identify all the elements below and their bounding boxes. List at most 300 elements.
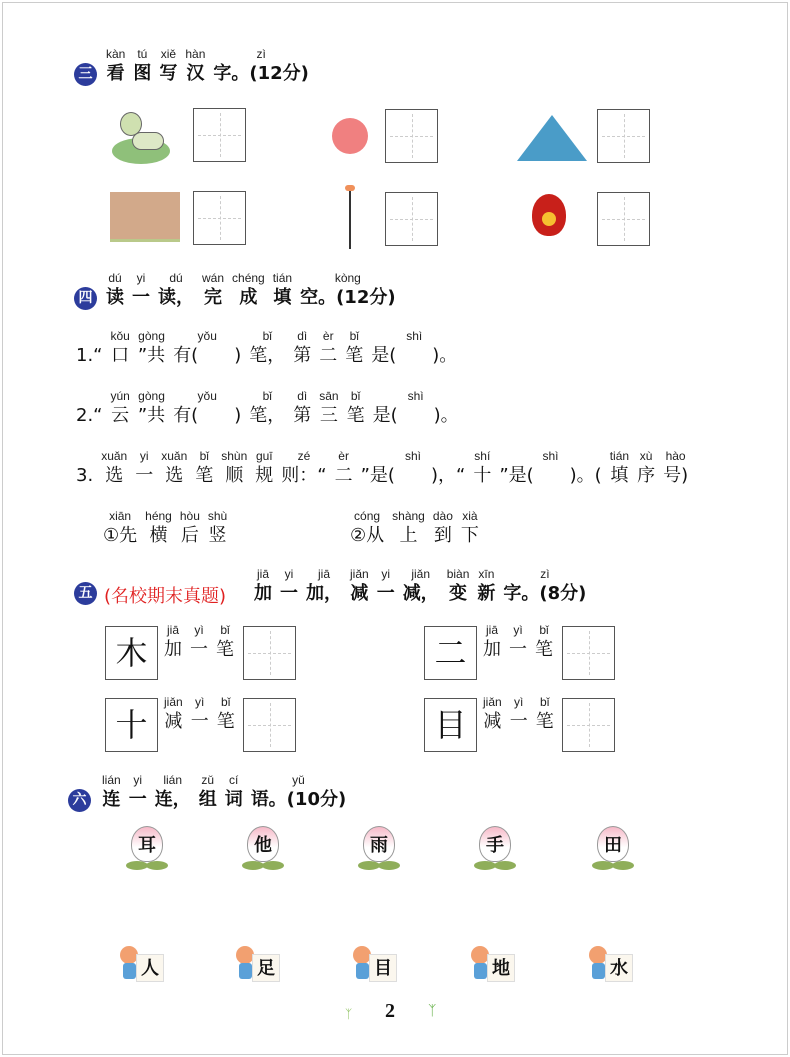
pinyin: tú [137,47,148,61]
pinyin: bǐ [262,329,272,343]
char-with-pinyin [164,622,182,662]
char-with-pinyin [106,270,124,310]
hanzi: 笔 [195,465,214,486]
pinyin: èr [338,449,349,463]
pinyin: shùn [221,449,248,463]
section-6-title [102,772,354,812]
option-1 [103,508,235,548]
given-char-box: 二 [424,626,477,680]
exam-tag: (名校期末真题) [104,586,227,607]
kid-char-card[interactable] [589,946,649,986]
char-with-pinyin [111,328,130,368]
pinyin: bǐ [262,389,272,403]
char-with-pinyin [249,328,285,368]
hanzi: 减 [350,583,369,604]
char-with-pinyin [76,388,103,428]
char-with-pinyin [536,694,554,734]
char-with-pinyin [185,46,205,86]
pinyin: dú [169,271,183,285]
answer-box[interactable] [597,192,650,246]
char-with-pinyin [208,508,227,548]
pinyin: jiā [256,567,269,581]
peach-char-card[interactable] [242,826,284,870]
hanzi: 加， [306,583,342,604]
pinyin: shàng [392,509,425,523]
peach-char: 田 [604,835,622,856]
char-with-pinyin [133,46,151,86]
hanzi: 成 [239,287,258,308]
field-picture [110,192,180,242]
char-with-pinyin [173,388,241,428]
hanzi: 上 [399,525,418,546]
char-with-pinyin [306,566,342,606]
char-with-pinyin [510,694,528,734]
char-with-pinyin [319,328,337,368]
char-with-pinyin [300,270,396,310]
pinyin: yi [133,773,143,787]
caterpillar-picture [112,108,172,166]
pinyin: zì [540,567,550,581]
hanzi: 序 [637,465,656,486]
char-with-pinyin [138,328,165,368]
section-badge-5: 五 [74,582,97,605]
char-with-pinyin [190,622,208,662]
section-badge-3: 三 [74,63,97,86]
char-with-pinyin [373,388,459,428]
hanzi: 加 [164,639,182,660]
pinyin: xù [639,449,653,463]
hanzi: ”是( )。( [499,465,602,486]
hanzi: 规 [255,465,274,486]
kid-char: 足 [252,954,280,982]
hanzi: 写 [159,63,178,84]
pinyin: èr [322,329,334,343]
given-char-box: 十 [105,698,158,752]
char-with-pinyin [377,566,395,606]
hanzi: 第 [293,345,312,366]
pinyin: yì [194,623,204,637]
pinyin: bǐ [350,389,361,403]
hanzi: 下 [460,525,479,546]
operation-label [483,622,561,662]
hanzi: 减 [483,711,502,732]
section-5-title [254,566,594,606]
char-with-pinyin [216,622,234,662]
section-badge-6: 六 [68,789,91,812]
peach-char: 雨 [370,835,388,856]
char-with-pinyin [280,566,298,606]
char-with-pinyin [293,388,311,428]
pinyin: tián [272,271,293,285]
hanzi: 笔 [216,711,235,732]
operation-label [164,694,243,734]
hanzi: 2.“ [76,405,103,426]
hanzi: 笔， [249,345,286,366]
char-with-pinyin [371,328,457,368]
leaf-icon [612,861,634,870]
char-with-pinyin [221,448,247,488]
hanzi: 读， [158,287,194,308]
kid-body [474,963,487,979]
char-with-pinyin [483,622,501,662]
pinyin: hòu [179,509,200,523]
hanzi: 连， [154,789,191,810]
pinyin: bǐ [349,329,359,343]
kid-char-card[interactable] [353,946,413,986]
leaf-icon [358,861,380,870]
pinyin: yi [284,567,294,581]
hanzi: 笔 [216,639,234,660]
hanzi: 笔 [346,405,365,426]
char-with-pinyin [350,566,369,606]
char-with-pinyin [102,772,121,812]
pinyin: wán [202,271,225,285]
pinyin: bǐ [540,695,550,709]
pinyin: xiān [109,509,132,523]
char-with-pinyin [273,270,292,310]
char-with-pinyin [433,508,453,548]
char-with-pinyin [103,508,137,548]
pinyin: héng [145,509,172,523]
kid-char-card[interactable] [236,946,296,986]
char-with-pinyin [76,448,93,488]
hanzi: 十 [473,465,492,486]
pinyin: tián [609,449,630,463]
question-1 [76,328,465,368]
pinyin: jiǎn [411,567,431,581]
option-2 [350,508,487,548]
pinyin: xuǎn [101,449,128,463]
char-with-pinyin [254,566,272,606]
char-with-pinyin [473,448,491,488]
hanzi: 口 [111,345,130,366]
hanzi: 连 [102,789,121,810]
pinyin: chéng [232,271,265,285]
char-with-pinyin [281,448,326,488]
kid-body [356,963,369,979]
pinyin: yǒu [197,329,217,343]
pinyin: dú [108,271,122,285]
char-with-pinyin [255,448,273,488]
char-with-pinyin [129,772,147,812]
hanzi: 一 [376,583,395,604]
char-with-pinyin [101,448,127,488]
pinyin: hào [665,449,686,463]
hanzi: 到 [433,525,452,546]
pinyin: shì [406,329,423,343]
hanzi: 一 [132,287,150,308]
leaf-icon [146,861,168,870]
char-with-pinyin [663,448,688,488]
answer-box[interactable] [562,626,615,680]
kid-char: 目 [369,954,397,982]
char-with-pinyin [447,566,470,606]
hanzi: 有( ) [173,405,242,426]
char-with-pinyin [461,508,479,548]
given-char-box: 目 [424,698,477,752]
char-with-pinyin [138,388,165,428]
pinyin: jiā [166,623,179,637]
pinyin: shì [542,449,559,463]
hanzi: 笔 [345,345,364,366]
hanzi: 新 [477,583,496,604]
hanzi: 竖 [208,525,227,546]
operation-label [164,622,242,662]
question-2 [76,388,467,428]
hanzi: 第 [293,405,312,426]
hanzi: 横 [149,525,168,546]
char-with-pinyin [403,566,439,606]
hanzi: 字。(12分) [213,63,309,84]
hanzi: 笔 [535,639,553,660]
pinyin: kǒu [110,329,130,343]
kid-char-card[interactable] [471,946,531,986]
char-with-pinyin [335,448,353,488]
hanzi: 变 [449,583,468,604]
char-with-pinyin [76,328,103,368]
char-with-pinyin [155,772,191,812]
hanzi: 看 [106,63,125,84]
page-number: 2 [385,1000,395,1022]
char-with-pinyin [499,448,601,488]
pinyin: shì [407,389,424,403]
hanzi: 一 [280,583,298,604]
char-with-pinyin [610,448,629,488]
char-with-pinyin [217,694,235,734]
char-with-pinyin [477,566,495,606]
hanzi: 一 [509,711,528,732]
pinyin: kòng [334,271,361,285]
char-with-pinyin [293,328,311,368]
pinyin: yi [139,449,149,463]
char-with-pinyin [180,508,200,548]
peach-char: 他 [254,835,272,856]
char-with-pinyin [535,622,553,662]
hanzi: 一 [190,711,209,732]
char-with-pinyin [251,772,347,812]
hanzi: 号) [663,465,689,486]
answer-box[interactable] [597,109,650,163]
hanzi: 笔， [249,405,286,426]
hanzi: ”共 [137,345,166,366]
operation-label [483,694,562,734]
hanzi: 减 [164,711,183,732]
hanzi: 一 [190,639,208,660]
hanzi: ”是( )，“ [360,465,466,486]
pinyin: guī [255,449,273,463]
hanzi: 汉 [186,63,205,84]
question-3 [76,448,696,488]
peach-char-card[interactable] [474,826,516,870]
kid-char-card[interactable] [120,946,180,986]
hanzi: 云 [111,405,130,426]
peach-char-card[interactable] [592,826,634,870]
char-with-pinyin [145,508,172,548]
leaf-icon [494,861,516,870]
char-with-pinyin [319,388,338,428]
hanzi: 一 [135,465,154,486]
char-with-pinyin [213,46,309,86]
char-with-pinyin [392,508,425,548]
pinyin: lián [102,773,121,787]
pinyin: jiǎn [483,695,502,709]
kid-body [592,963,605,979]
pinyin: zǔ [201,773,215,787]
hanzi: 完 [204,287,222,308]
char-with-pinyin [173,328,241,368]
peach-char: 耳 [138,835,156,856]
pinyin: shí [474,449,491,463]
char-with-pinyin [637,448,655,488]
hanzi: 加 [483,639,501,660]
hanzi: 顺 [225,465,244,486]
pinyin: dì [297,389,308,403]
answer-box[interactable] [243,698,296,752]
pinyin: hàn [185,47,206,61]
pinyin: gòng [138,329,165,343]
pinyin: zé [297,449,311,463]
answer-box[interactable] [243,626,296,680]
char-with-pinyin [225,772,243,812]
leaf-icon [378,861,400,870]
kid-body [123,963,136,979]
pinyin: dào [432,509,453,523]
pinyin: bǐ [221,695,231,709]
pinyin: yi [136,271,146,285]
sprout-icon: ᛉ [345,1007,353,1021]
kid-char: 地 [487,954,515,982]
pinyin: yì [513,623,523,637]
pinyin: yǔ [292,773,305,787]
pinyin: zì [256,47,266,61]
pinyin: cóng [354,509,381,523]
pinyin: biàn [446,567,470,581]
peach-char-card[interactable] [126,826,168,870]
hanzi: 空。(12分) [300,287,396,308]
hanzi: 减， [402,583,439,604]
hanzi: 则：“ [281,465,327,486]
char-with-pinyin [361,448,466,488]
section-4-title [106,270,404,310]
char-with-pinyin [345,328,363,368]
pinyin: xiě [160,47,177,61]
hanzi: 选 [165,465,184,486]
pinyin: yǒu [197,389,217,403]
sprout-icon: ᛉ [428,1003,437,1019]
hanzi: 填 [610,465,629,486]
hanzi: 是( )。 [372,405,459,426]
hanzi: 填 [273,287,292,308]
kid-body [239,963,252,979]
char-with-pinyin [106,46,125,86]
pinyin: gòng [138,389,165,403]
char-with-pinyin [164,694,183,734]
hanzi: 读 [106,287,124,308]
hanzi: 字。(8分) [503,583,587,604]
peach-char: 手 [486,835,504,856]
char-with-pinyin [249,388,285,428]
pinyin: jiǎn [350,567,369,581]
fire-picture [524,186,574,244]
char-with-pinyin [202,270,224,310]
pinyin: xīn [478,567,495,581]
pinyin: sān [319,389,339,403]
mountain-picture [517,113,587,161]
pinyin: cí [229,773,239,787]
answer-box[interactable] [193,191,246,245]
pinyin: yi [381,567,391,581]
hanzi: 一 [128,789,147,810]
char-with-pinyin [350,508,384,548]
leaf-icon [592,861,614,870]
pinyin: jiā [317,567,330,581]
kid-char: 水 [605,954,633,982]
answer-box[interactable] [385,109,438,163]
leaf-icon [242,861,264,870]
given-char-box: 木 [105,626,158,680]
hanzi: 1.“ [76,345,103,366]
pinyin: jiā [485,623,498,637]
grain-picture [325,185,375,249]
pinyin: yún [110,389,130,403]
char-with-pinyin [232,270,265,310]
hanzi: 3. [76,465,94,486]
peach-char-card[interactable] [358,826,400,870]
char-with-pinyin [509,622,527,662]
char-with-pinyin [158,270,194,310]
char-with-pinyin [347,388,365,428]
sun-picture [322,108,378,164]
char-with-pinyin [483,694,502,734]
pinyin: dì [297,329,308,343]
hanzi: 笔 [535,711,554,732]
char-with-pinyin [503,566,586,606]
hanzi: 二 [334,465,353,486]
answer-box[interactable] [385,192,438,246]
hanzi: ”共 [137,405,166,426]
char-with-pinyin [159,46,177,86]
char-with-pinyin [111,388,130,428]
answer-box[interactable] [193,108,246,162]
pinyin: bǐ [539,623,549,637]
char-with-pinyin [199,772,217,812]
pinyin: jiǎn [164,695,183,709]
pinyin: kàn [106,47,126,61]
hanzi: 图 [133,63,152,84]
hanzi: 词 [224,789,243,810]
char-with-pinyin [191,694,209,734]
hanzi: ①先 [103,525,138,546]
char-with-pinyin [195,448,213,488]
answer-box[interactable] [562,698,615,752]
hanzi: 是( )。 [371,345,458,366]
hanzi: ②从 [350,525,385,546]
pinyin: xià [462,509,478,523]
hanzi: 三 [319,405,338,426]
hanzi: 二 [319,345,338,366]
pinyin: shù [207,509,228,523]
leaf-icon [126,861,148,870]
section-badge-4: 四 [74,287,97,310]
char-with-pinyin [132,270,150,310]
hanzi: 组 [198,789,217,810]
pinyin: shì [404,449,421,463]
leaf-icon [262,861,284,870]
hanzi: 有( ) [173,345,242,366]
pinyin: bǐ [199,449,209,463]
pinyin: bǐ [220,623,230,637]
kid-char: 人 [136,954,164,982]
